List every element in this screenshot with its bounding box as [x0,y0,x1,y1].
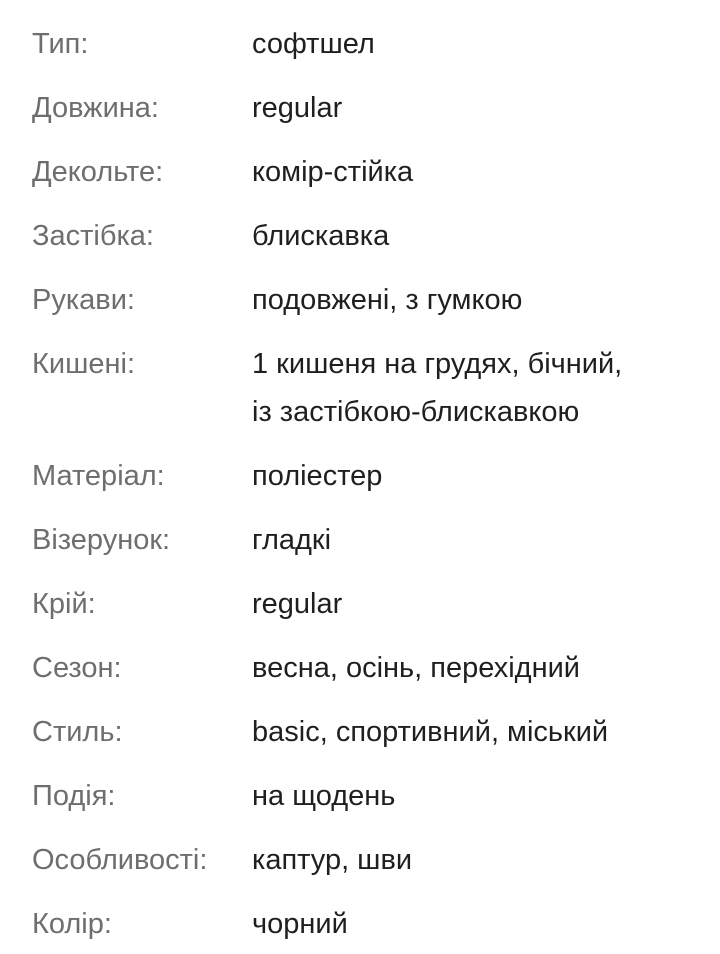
spec-value-line: блискавка [252,220,390,252]
spec-value-line: на щодень [252,780,396,812]
spec-value-line: подовжені, з гумкою [252,284,523,316]
spec-label: Декольте: [32,156,164,188]
spec-label: Візерунок: [32,524,171,556]
spec-label: Крій: [32,588,96,620]
spec-label: Подія: [32,780,116,812]
spec-value [252,780,712,812]
spec-label: Кишені: [32,348,136,380]
spec-value-line: чорний [252,908,348,940]
spec-label: Довжина: [32,92,159,124]
spec-value [252,156,712,188]
spec-value [252,284,712,316]
spec-value-line: із застібкою-блискавкою [252,396,580,428]
spec-value [252,28,712,60]
spec-label: Тип: [32,28,89,60]
spec-value [252,220,712,252]
spec-value [252,348,712,428]
spec-label: Стиль: [32,716,123,748]
spec-value [252,588,712,620]
spec-value [252,844,712,876]
spec-value-line: каптур, шви [252,844,413,876]
spec-value-line: поліестер [252,460,383,492]
spec-value-line: basic, спортивний, міський [252,716,609,748]
spec-value-line: весна, осінь, перехідний [252,652,581,684]
spec-label: Сезон: [32,652,122,684]
spec-label: Колір: [32,908,112,940]
spec-value [252,716,712,748]
spec-value [252,524,712,556]
spec-value [252,652,712,684]
spec-value-line: regular [252,92,343,124]
spec-value [252,908,712,940]
spec-value [252,92,712,124]
spec-label: Особливості: [32,844,208,876]
spec-value-line: комір-стійка [252,156,414,188]
spec-value-line: гладкі [252,524,332,556]
spec-value-line: софтшел [252,28,375,60]
spec-label: Застібка: [32,220,154,252]
spec-value-line: regular [252,588,343,620]
spec-value [252,460,712,492]
spec-label: Матеріал: [32,460,165,492]
spec-label: Рукави: [32,284,135,316]
spec-value-line: 1 кишеня на грудях, бічний, [252,348,623,380]
